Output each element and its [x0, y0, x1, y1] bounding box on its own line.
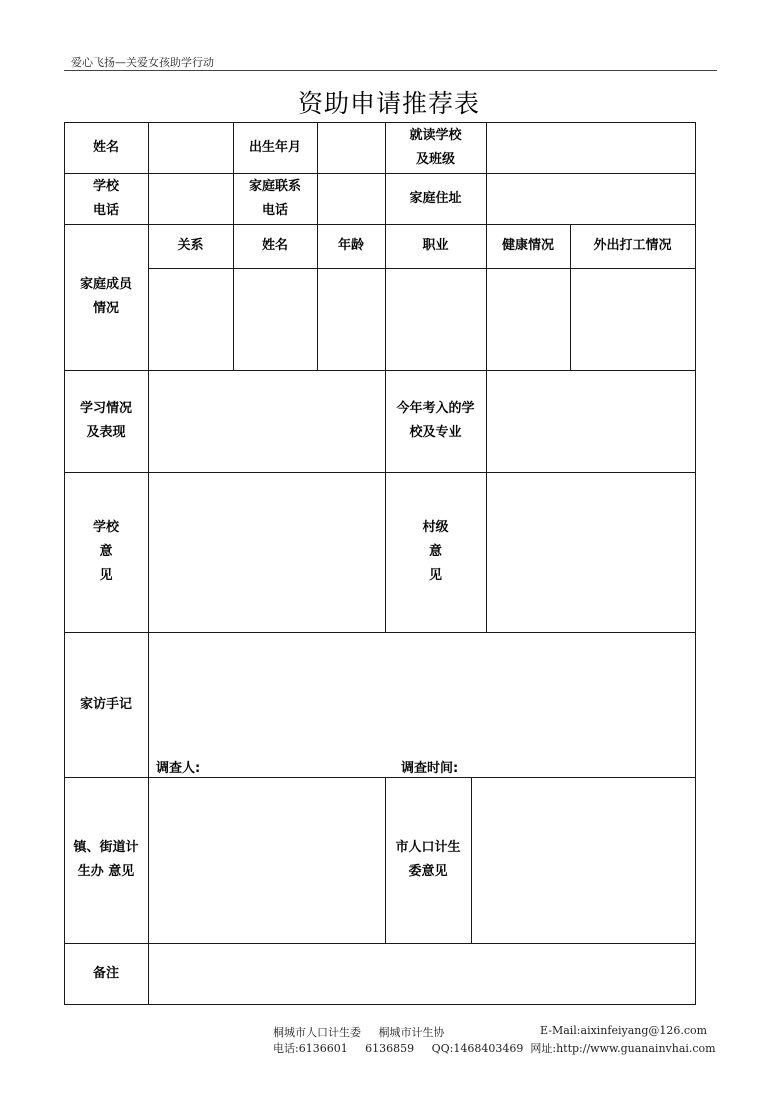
- member-col-migrant-work: 外出打工情况: [593, 238, 672, 253]
- school-class-label: 就读学校 及班级: [409, 127, 462, 167]
- member-col-name: 姓名: [261, 238, 288, 253]
- admission-label: 今年考入的学 校及专业: [396, 401, 475, 440]
- family-phone-label: 家庭联系 电话: [248, 178, 301, 218]
- school-opinion-label: 学校 意 见: [92, 520, 119, 583]
- town-opinion-label: 镇、街道计 生办 意见: [73, 840, 139, 879]
- birth-label: 出生年月: [248, 139, 301, 155]
- member-col-job: 职业: [422, 238, 449, 253]
- village-opinion-label: 村级 意 见: [422, 520, 449, 583]
- study-label: 学习情况 及表现: [79, 401, 132, 440]
- home-visit-label: 家访手记: [79, 696, 132, 712]
- header-org-line: 爱心飞扬—关爱女孩助学行动: [71, 56, 214, 69]
- remarks-label: 备注: [92, 965, 119, 981]
- city-opinion-label: 市人口计生 委意见: [395, 840, 461, 879]
- school-phone-label: 学校 电话: [92, 178, 119, 218]
- investigator-label: 调查人:: [156, 761, 201, 776]
- member-col-age: 年龄: [337, 238, 364, 253]
- family-address-label: 家庭住址: [409, 190, 462, 206]
- footer-orgs: 桐城市人口计生委 桐城市计生协: [273, 1026, 445, 1039]
- survey-time-label: 调查时间:: [401, 761, 459, 776]
- member-col-health: 健康情况: [501, 238, 554, 253]
- family-members-label: 家庭成员 情况: [79, 277, 132, 316]
- page-title: 资助申请推荐表: [297, 89, 480, 118]
- footer-email: E-Mail:aixinfeiyang@126.com: [540, 1024, 708, 1037]
- footer-contact: 电话:6136601 6136859 QQ:1468403469 网址:http://www.guanainvhai.com: [273, 1042, 716, 1055]
- member-col-relation: 关系: [177, 238, 204, 253]
- name-label: 姓名: [92, 139, 119, 155]
